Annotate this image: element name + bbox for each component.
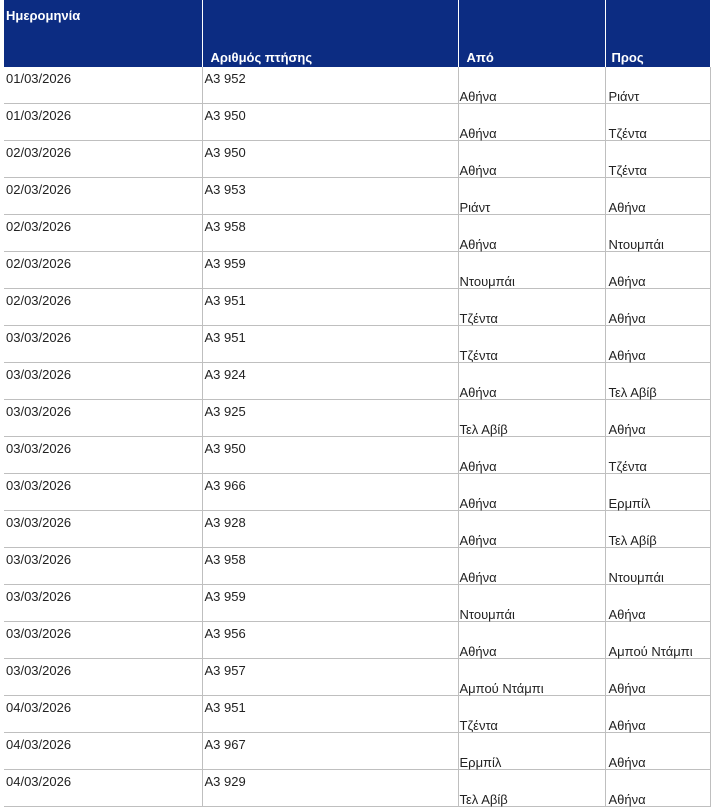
table-row <box>4 696 710 733</box>
flight-number-cell-text: A3 959 <box>204 256 246 271</box>
flight-number-cell-text: A3 953 <box>204 182 246 197</box>
table-body <box>4 67 710 807</box>
flight-number-cell <box>202 696 458 733</box>
date-cell <box>4 252 202 289</box>
flight-number-cell-text: A3 966 <box>204 478 246 493</box>
origin-cell <box>458 511 605 548</box>
flights-table <box>4 0 711 807</box>
flight-number-cell <box>202 548 458 585</box>
date-cell <box>4 400 202 437</box>
origin-cell <box>458 178 605 215</box>
flight-number-cell <box>202 141 458 178</box>
origin-cell <box>458 585 605 622</box>
destination-cell-text: Αθήνα <box>608 422 646 437</box>
destination-cell <box>605 770 710 807</box>
flight-number-cell-text: A3 959 <box>204 589 246 604</box>
flight-number-cell-text: A3 951 <box>204 700 246 715</box>
destination-cell <box>605 363 710 400</box>
origin-cell <box>458 104 605 141</box>
origin-cell-text: Αθήνα <box>459 237 497 252</box>
origin-cell-text: Αθήνα <box>459 163 497 178</box>
origin-cell-text: Ριάντ <box>459 200 491 215</box>
origin-cell-text: Αθήνα <box>459 385 497 400</box>
column-header-date-label: Ημερομηνία <box>6 8 81 23</box>
date-cell <box>4 659 202 696</box>
table-row <box>4 511 710 548</box>
destination-cell <box>605 511 710 548</box>
destination-cell <box>605 141 710 178</box>
origin-cell-text: Αθήνα <box>459 644 497 659</box>
origin-cell-text: Τζέντα <box>459 718 498 733</box>
origin-cell-text: Τελ Αβίβ <box>459 792 508 807</box>
date-cell-text: 03/03/2026 <box>6 663 72 678</box>
origin-cell-text: Αθήνα <box>459 496 497 511</box>
origin-cell <box>458 659 605 696</box>
flight-number-cell <box>202 289 458 326</box>
table-row <box>4 437 710 474</box>
origin-cell-text: Αθήνα <box>459 459 497 474</box>
flight-number-cell-text: A3 924 <box>204 367 246 382</box>
flight-number-cell <box>202 67 458 104</box>
origin-cell-text: Ντουμπάι <box>459 274 515 289</box>
column-header-from <box>458 0 605 67</box>
flight-number-cell-text: A3 958 <box>204 552 246 567</box>
flight-number-cell-text: A3 957 <box>204 663 246 678</box>
table-row <box>4 474 710 511</box>
table-row <box>4 326 710 363</box>
date-cell-text: 03/03/2026 <box>6 515 72 530</box>
destination-cell <box>605 178 710 215</box>
origin-cell <box>458 215 605 252</box>
flight-number-cell <box>202 178 458 215</box>
date-cell <box>4 511 202 548</box>
destination-cell <box>605 622 710 659</box>
origin-cell <box>458 141 605 178</box>
table-row <box>4 141 710 178</box>
destination-cell-text: Ριάντ <box>608 89 640 104</box>
column-header-to-label: Προς <box>611 50 644 65</box>
flight-number-cell-text: A3 967 <box>204 737 246 752</box>
destination-cell <box>605 289 710 326</box>
date-cell <box>4 474 202 511</box>
origin-cell-text: Αθήνα <box>459 570 497 585</box>
destination-cell <box>605 252 710 289</box>
flight-number-cell <box>202 326 458 363</box>
destination-cell <box>605 696 710 733</box>
date-cell <box>4 696 202 733</box>
date-cell <box>4 104 202 141</box>
destination-cell-text: Τζέντα <box>608 163 647 178</box>
destination-cell-text: Αθήνα <box>608 792 646 807</box>
column-header-flight-label: Αριθμός πτήσης <box>210 50 313 65</box>
destination-cell-text: Αθήνα <box>608 681 646 696</box>
date-cell <box>4 67 202 104</box>
origin-cell-text: Αμπού Ντάμπι <box>459 681 544 696</box>
flight-number-cell <box>202 400 458 437</box>
date-cell-text: 03/03/2026 <box>6 367 72 382</box>
table-row <box>4 733 710 770</box>
date-cell <box>4 363 202 400</box>
flight-number-cell <box>202 363 458 400</box>
date-cell-text: 01/03/2026 <box>6 71 72 86</box>
date-cell-text: 04/03/2026 <box>6 774 72 789</box>
flight-number-cell <box>202 770 458 807</box>
date-cell <box>4 733 202 770</box>
date-cell <box>4 141 202 178</box>
destination-cell <box>605 104 710 141</box>
date-cell-text: 02/03/2026 <box>6 219 72 234</box>
destination-cell-text: Αμπού Ντάμπι <box>608 644 693 659</box>
column-header-from-label: Από <box>466 50 494 65</box>
destination-cell-text: Τελ Αβίβ <box>608 533 657 548</box>
table-row <box>4 289 710 326</box>
date-cell-text: 03/03/2026 <box>6 441 72 456</box>
origin-cell-text: Ερμπίλ <box>459 755 502 770</box>
destination-cell-text: Ντουμπάι <box>608 570 664 585</box>
origin-cell <box>458 622 605 659</box>
origin-cell-text: Αθήνα <box>459 89 497 104</box>
destination-cell <box>605 548 710 585</box>
table-row <box>4 585 710 622</box>
destination-cell-text: Αθήνα <box>608 311 646 326</box>
date-cell-text: 02/03/2026 <box>6 256 72 271</box>
destination-cell-text: Αθήνα <box>608 200 646 215</box>
destination-cell <box>605 659 710 696</box>
table-row <box>4 659 710 696</box>
destination-cell <box>605 326 710 363</box>
date-cell <box>4 215 202 252</box>
flight-number-cell-text: A3 952 <box>204 71 246 86</box>
origin-cell-text: Τελ Αβίβ <box>459 422 508 437</box>
date-cell <box>4 326 202 363</box>
flight-number-cell <box>202 511 458 548</box>
flight-number-cell-text: A3 950 <box>204 108 246 123</box>
origin-cell <box>458 326 605 363</box>
origin-cell <box>458 474 605 511</box>
origin-cell <box>458 400 605 437</box>
destination-cell-text: Ντουμπάι <box>608 237 664 252</box>
date-cell <box>4 622 202 659</box>
flight-number-cell <box>202 659 458 696</box>
flight-number-cell-text: A3 951 <box>204 330 246 345</box>
origin-cell <box>458 437 605 474</box>
table-row <box>4 252 710 289</box>
date-cell <box>4 289 202 326</box>
flight-number-cell-text: A3 928 <box>204 515 246 530</box>
date-cell-text: 03/03/2026 <box>6 478 72 493</box>
destination-cell <box>605 585 710 622</box>
date-cell <box>4 437 202 474</box>
flight-number-cell-text: A3 929 <box>204 774 246 789</box>
origin-cell <box>458 548 605 585</box>
header-row <box>4 0 710 67</box>
date-cell-text: 03/03/2026 <box>6 330 72 345</box>
flight-number-cell <box>202 622 458 659</box>
origin-cell-text: Αθήνα <box>459 533 497 548</box>
table-header <box>4 0 710 67</box>
origin-cell <box>458 770 605 807</box>
date-cell-text: 01/03/2026 <box>6 108 72 123</box>
flight-number-cell-text: A3 950 <box>204 441 246 456</box>
destination-cell-text: Αθήνα <box>608 274 646 289</box>
table-row <box>4 178 710 215</box>
destination-cell <box>605 474 710 511</box>
origin-cell <box>458 696 605 733</box>
date-cell-text: 02/03/2026 <box>6 293 72 308</box>
destination-cell-text: Ερμπίλ <box>608 496 651 511</box>
date-cell <box>4 770 202 807</box>
destination-cell-text: Αθήνα <box>608 607 646 622</box>
date-cell-text: 03/03/2026 <box>6 404 72 419</box>
flight-number-cell <box>202 585 458 622</box>
date-cell-text: 03/03/2026 <box>6 626 72 641</box>
column-header-flight <box>202 0 458 67</box>
date-cell-text: 04/03/2026 <box>6 737 72 752</box>
origin-cell-text: Τζέντα <box>459 348 498 363</box>
flight-number-cell <box>202 104 458 141</box>
origin-cell <box>458 733 605 770</box>
column-header-to <box>605 0 710 67</box>
flight-number-cell <box>202 474 458 511</box>
destination-cell <box>605 733 710 770</box>
origin-cell-text: Αθήνα <box>459 126 497 141</box>
destination-cell <box>605 400 710 437</box>
flight-number-cell-text: A3 950 <box>204 145 246 160</box>
date-cell <box>4 548 202 585</box>
table-row <box>4 215 710 252</box>
table-row <box>4 363 710 400</box>
flight-number-cell-text: A3 958 <box>204 219 246 234</box>
flight-number-cell <box>202 733 458 770</box>
destination-cell-text: Αθήνα <box>608 718 646 733</box>
origin-cell <box>458 363 605 400</box>
destination-cell <box>605 437 710 474</box>
date-cell-text: 02/03/2026 <box>6 182 72 197</box>
destination-cell <box>605 215 710 252</box>
destination-cell-text: Τζέντα <box>608 126 647 141</box>
flight-number-cell-text: A3 951 <box>204 293 246 308</box>
table-row <box>4 104 710 141</box>
date-cell <box>4 585 202 622</box>
date-cell <box>4 178 202 215</box>
date-cell-text: 03/03/2026 <box>6 552 72 567</box>
date-cell-text: 04/03/2026 <box>6 700 72 715</box>
origin-cell <box>458 289 605 326</box>
flight-number-cell-text: A3 956 <box>204 626 246 641</box>
destination-cell <box>605 67 710 104</box>
table-row <box>4 548 710 585</box>
date-cell-text: 03/03/2026 <box>6 589 72 604</box>
origin-cell <box>458 252 605 289</box>
origin-cell <box>458 67 605 104</box>
destination-cell-text: Αθήνα <box>608 348 646 363</box>
origin-cell-text: Ντουμπάι <box>459 607 515 622</box>
flight-number-cell <box>202 252 458 289</box>
flight-number-cell-text: A3 925 <box>204 404 246 419</box>
destination-cell-text: Τελ Αβίβ <box>608 385 657 400</box>
table-row <box>4 400 710 437</box>
destination-cell-text: Τζέντα <box>608 459 647 474</box>
date-cell-text: 02/03/2026 <box>6 145 72 160</box>
table-row <box>4 770 710 807</box>
column-header-date <box>4 0 202 67</box>
table-row <box>4 67 710 104</box>
flight-number-cell <box>202 437 458 474</box>
table-row <box>4 622 710 659</box>
destination-cell-text: Αθήνα <box>608 755 646 770</box>
flight-number-cell <box>202 215 458 252</box>
origin-cell-text: Τζέντα <box>459 311 498 326</box>
